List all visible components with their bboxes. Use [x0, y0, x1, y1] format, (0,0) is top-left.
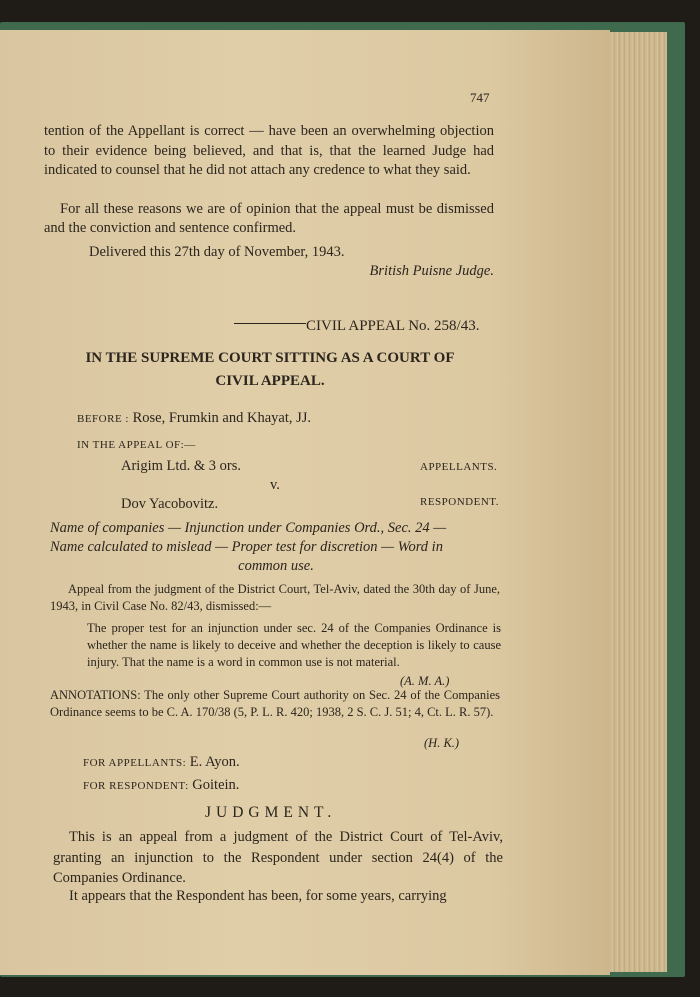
in-appeal-label: IN THE APPEAL OF:— [77, 439, 196, 451]
court-heading-line-2: CIVIL APPEAL. [215, 373, 325, 389]
judgment-paragraph-1: This is an appeal from a judgment of the District Court of Tel-Aviv, granting an injunction to the Respondent under section 24(4) of the Companies Ordinance. [53, 829, 503, 886]
before-label: BEFORE : [77, 413, 129, 425]
holding: The proper test for an injunction under sec. 24 of the Companies Ordinance is whether the name is likely to deceive and whether the deception is likely to cause injury. That the name is a word in common use is not material. [87, 621, 501, 669]
book-page [0, 30, 610, 975]
for-appellants-line [83, 753, 240, 773]
appellants-label: APPELLANTS. [420, 461, 498, 473]
case-title: CIVIL APPEAL No. 258/43. [306, 318, 480, 334]
page-number: 747 [470, 90, 490, 105]
for-respondent-counsel: Goitein. [192, 777, 240, 793]
headnote-line-1: Name of companies — Injunction under Companies Ord., Sec. 24 — [50, 520, 447, 536]
reasons-paragraph: For all these reasons we are of opinion that the appeal must be dismissed and the conviction and sentence confirmed. [44, 201, 494, 236]
previous-case-text: tention of the Appellant is correct — have been an overwhelming objection to their evidence being believed, and that is, that the learned Judge had indicated to counsel that he did not attach any credence to what they said. [44, 123, 494, 178]
appellants-name: Arigim Ltd. & 3 ors. [121, 458, 242, 474]
page-edges [600, 32, 667, 972]
section-divider [234, 323, 306, 324]
for-respondent-line [83, 776, 239, 796]
judgment-paragraph-2: It appears that the Respondent has been, for some years, carrying [69, 888, 447, 904]
headnote-line-2: Name calculated to mislead — Proper test for discretion — Word in [50, 539, 443, 555]
holding-initials: (A. M. A.) [400, 674, 450, 688]
before-judges: Rose, Frumkin and Khayat, JJ. [132, 410, 312, 426]
annotations: ANNOTATIONS: The only other Supreme Court authority on Sec. 24 of the Companies Ordinance seems to be C. A. 170/38 (5, P. L. R. 420; 1938, 2 S. C. J. 51; 4, Ct. L. R. 57). [50, 688, 500, 719]
judge-signature: British Puisne Judge. [369, 263, 494, 279]
headnote-line-3: common use. [238, 558, 314, 574]
respondent-label: RESPONDENT. [420, 496, 499, 508]
appeal-from: Appeal from the judgment of the District Court, Tel-Aviv, dated the 30th day of June, 1943, in Civil Case No. 82/43, dismissed:— [50, 582, 500, 613]
respondent-name: Dov Yacobovitz. [121, 496, 219, 512]
for-appellants-counsel: E. Ayon. [189, 754, 240, 770]
versus: v. [270, 477, 280, 493]
annotations-initials: (H. K.) [424, 736, 460, 750]
for-respondent-label: FOR RESPONDENT: [83, 780, 189, 792]
delivered-line: Delivered this 27th day of November, 1943. [89, 244, 345, 260]
before-line [77, 409, 311, 429]
for-appellants-label: FOR APPELLANTS: [83, 757, 187, 769]
court-heading-line-1: IN THE SUPREME COURT SITTING AS A COURT OF [85, 350, 455, 366]
judgment-heading: JUDGMENT. [205, 804, 337, 821]
